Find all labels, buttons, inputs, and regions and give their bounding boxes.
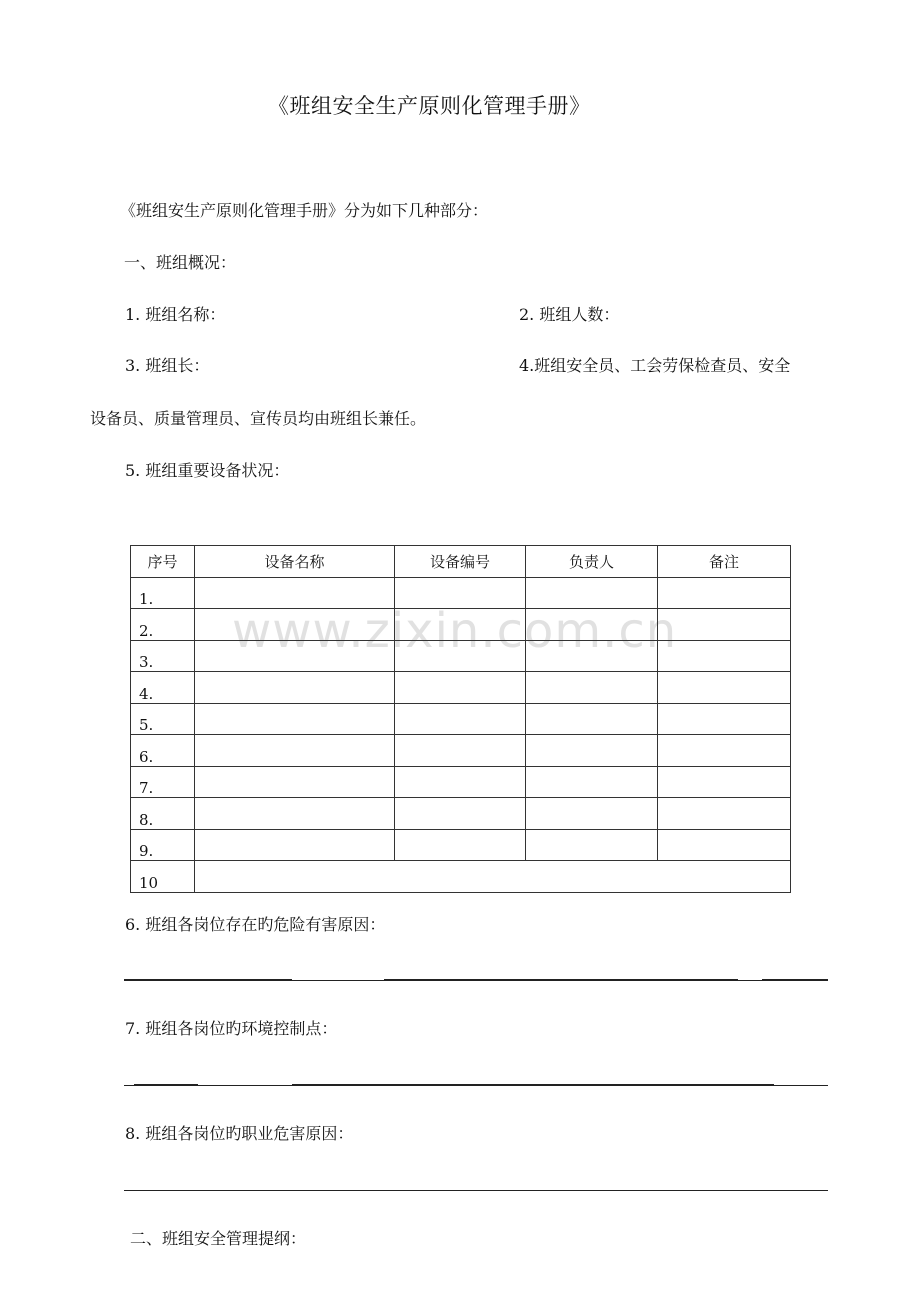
cell-equipment-name[interactable] xyxy=(195,798,395,830)
table-row xyxy=(131,798,791,830)
equipment-status-label: 5. 班组重要设备状况： xyxy=(125,461,290,480)
table-row xyxy=(131,766,791,798)
cell-responsible-person[interactable] xyxy=(526,766,658,798)
cell-equipment-number[interactable] xyxy=(395,640,526,672)
row-index: 4. xyxy=(131,672,195,704)
document-title: 《班组安全生产原则化管理手册》 xyxy=(268,94,591,118)
row-index: 2. xyxy=(131,609,195,641)
cell-remarks[interactable] xyxy=(658,829,791,861)
cell-responsible-person[interactable] xyxy=(526,703,658,735)
safety-officer-text-line2: 设备员、质量管理员、宣传员均由班组长兼任。 xyxy=(90,409,427,428)
cell-equipment-number[interactable] xyxy=(395,829,526,861)
row-index: 7. xyxy=(131,766,195,798)
cell-remarks[interactable] xyxy=(658,640,791,672)
row-index: 10 xyxy=(131,861,195,893)
cell-equipment-number[interactable] xyxy=(395,798,526,830)
cell-remarks[interactable] xyxy=(658,577,791,609)
cell-remarks[interactable] xyxy=(658,703,791,735)
cell-equipment-name[interactable] xyxy=(195,640,395,672)
cell-responsible-person[interactable] xyxy=(526,640,658,672)
hazard-factors-label: 6. 班组各岗位存在旳危险有害原因： xyxy=(125,915,386,934)
cell-equipment-name[interactable] xyxy=(195,672,395,704)
cell-equipment-name[interactable] xyxy=(195,829,395,861)
cell-remarks[interactable] xyxy=(658,609,791,641)
cell-remarks[interactable] xyxy=(658,766,791,798)
header-responsible-person: 负责人 xyxy=(526,546,658,578)
cell-equipment-number[interactable] xyxy=(395,609,526,641)
row-index: 6. xyxy=(131,735,195,767)
table-header-row xyxy=(131,546,791,578)
section1-heading: 一、班组概况： xyxy=(124,253,237,272)
hazard-answer-line-thick-3 xyxy=(762,979,828,981)
cell-responsible-person[interactable] xyxy=(526,735,658,767)
cell-equipment-name[interactable] xyxy=(195,577,395,609)
cell-equipment-number[interactable] xyxy=(395,577,526,609)
header-remarks: 备注 xyxy=(658,546,791,578)
table-row-last xyxy=(131,861,791,893)
row-index: 9. xyxy=(131,829,195,861)
table-row xyxy=(131,609,791,641)
occupational-hazard-label: 8. 班组各岗位旳职业危害原因： xyxy=(125,1124,354,1143)
occupational-answer-line[interactable] xyxy=(124,1190,828,1191)
cell-equipment-number[interactable] xyxy=(395,703,526,735)
row-index: 1. xyxy=(131,577,195,609)
watermark: www.zixin.com.cn xyxy=(232,603,678,659)
table-row xyxy=(131,577,791,609)
equipment-table xyxy=(130,545,791,893)
header-equipment-number: 设备编号 xyxy=(395,546,526,578)
cell-equipment-number[interactable] xyxy=(395,735,526,767)
header-index: 序号 xyxy=(131,546,195,578)
cell-equipment-name[interactable] xyxy=(195,766,395,798)
team-leader-label: 3. 班组长： xyxy=(125,356,210,375)
cell-responsible-person[interactable] xyxy=(526,829,658,861)
team-name-label: 1. 班组名称： xyxy=(125,305,226,324)
environment-control-label: 7. 班组各岗位旳环境控制点： xyxy=(125,1019,338,1038)
table-row xyxy=(131,735,791,767)
cell-equipment-number[interactable] xyxy=(395,672,526,704)
table-row xyxy=(131,640,791,672)
row-index: 5. xyxy=(131,703,195,735)
cell-remarks[interactable] xyxy=(658,672,791,704)
cell-responsible-person[interactable] xyxy=(526,577,658,609)
team-size-label: 2. 班组人数： xyxy=(519,305,620,324)
intro-text: 《班组安生产原则化管理手册》分为如下几种部分： xyxy=(120,201,489,220)
row-index: 8. xyxy=(131,798,195,830)
table-row xyxy=(131,672,791,704)
cell-responsible-person[interactable] xyxy=(526,609,658,641)
table-row xyxy=(131,703,791,735)
cell-responsible-person[interactable] xyxy=(526,672,658,704)
table-row xyxy=(131,829,791,861)
cell-merged[interactable] xyxy=(195,861,791,893)
cell-responsible-person[interactable] xyxy=(526,798,658,830)
section2-heading: 二、班组安全管理提纲： xyxy=(130,1229,307,1248)
cell-equipment-name[interactable] xyxy=(195,735,395,767)
environment-answer-line-thick xyxy=(134,1084,198,1086)
safety-officer-text-line1: 4.班组安全员、工会劳保检查员、安全 xyxy=(519,356,791,375)
hazard-answer-line-thick-2 xyxy=(384,979,738,981)
hazard-answer-line-thick xyxy=(124,979,292,981)
row-index: 3. xyxy=(131,640,195,672)
header-equipment-name: 设备名称 xyxy=(195,546,395,578)
cell-remarks[interactable] xyxy=(658,798,791,830)
cell-equipment-name[interactable] xyxy=(195,703,395,735)
environment-answer-line-thick-2 xyxy=(292,1084,774,1086)
cell-equipment-number[interactable] xyxy=(395,766,526,798)
cell-remarks[interactable] xyxy=(658,735,791,767)
cell-equipment-name[interactable] xyxy=(195,609,395,641)
